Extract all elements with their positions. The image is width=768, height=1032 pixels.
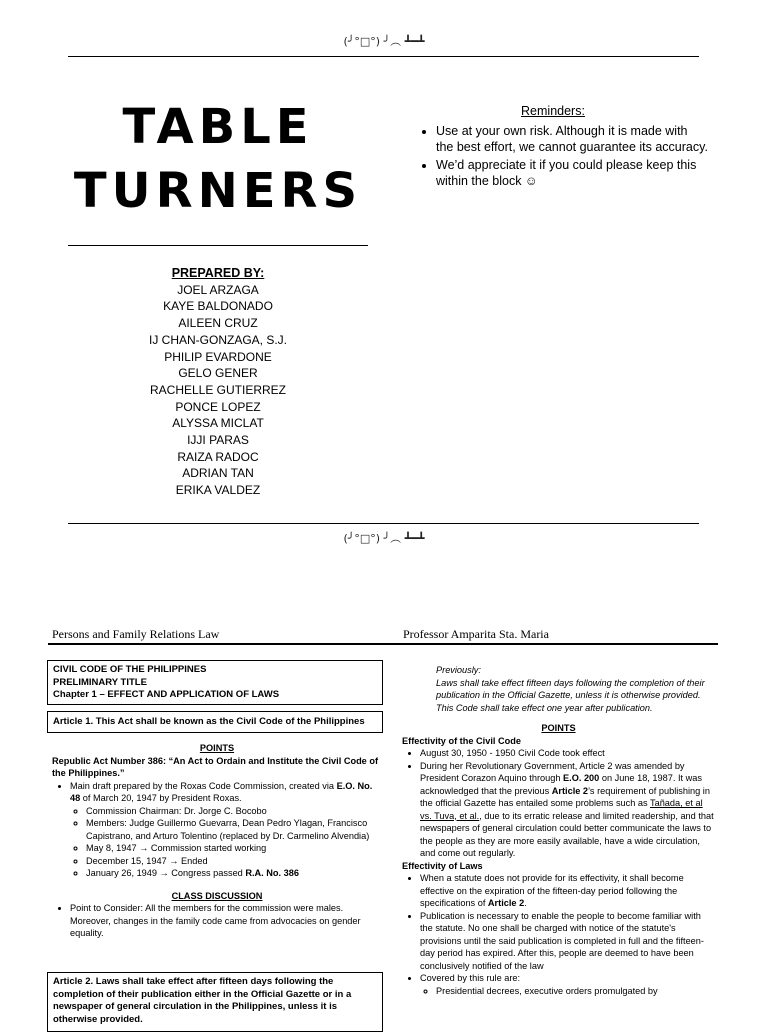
list-item: ◦ January 26, 1949 → Congress passed R.A. No. 386 xyxy=(86,867,382,880)
prepared-by-heading: PREPARED BY: xyxy=(171,266,265,280)
chapter-line: PRELIMINARY TITLE xyxy=(53,676,147,688)
header-rule xyxy=(48,643,718,645)
author-name: ERIKA VALDEZ xyxy=(175,483,261,498)
title-underline xyxy=(68,245,368,246)
sublist xyxy=(420,985,715,998)
list-item: • During her Revolutionary Government, Article 2 was amended by President Corazon Aquino through E.O. 200 on June 18, 1987. It was acknowledged that the previous Article 2’s requirement of publishing in the official Gazette has entailed some problems such as Tañada, et al vs. Tuva, et al., due to its erratic release and limited readership, and that newspapers of general circulation could better communicate the laws to the people as they are more easily available, have a wide circulation, and come out regularly. xyxy=(420,760,715,860)
cover-title xyxy=(68,95,368,223)
list-item: • Covered by this rule are: ◦ Presidential decrees, executive orders promulgated by xyxy=(420,972,715,997)
author-name: RAIZA RADOC xyxy=(177,449,259,464)
laws-list xyxy=(402,872,715,997)
points-heading: POINTS xyxy=(541,723,576,733)
reminder-item: • Use at your own risk. Although it is made with the best effort, we cannot guarantee its accuracy. xyxy=(436,123,708,156)
sublist xyxy=(70,805,382,880)
effectivity-laws-heading: Effectivity of Laws xyxy=(402,860,483,871)
table-flip-emoticon-bottom: (╯°□°) ╯︵ ┻━┻ xyxy=(343,532,425,545)
reminders-heading: Reminders: xyxy=(521,104,585,118)
table-flip-emoticon-top: (╯°□°) ╯︵ ┻━┻ xyxy=(343,35,425,48)
author-name: ALYSSA MICLAT xyxy=(172,416,264,431)
list-item: • When a statute does not provide for its effectivity, it shall become effective on the expiration of the fifteen-day period following the specifications of Article 2. xyxy=(420,872,715,910)
prepared-by-block xyxy=(68,265,368,499)
author-name: PHILIP EVARDONE xyxy=(164,349,272,364)
list-item: ◦ May 8, 1947 → Commission started working xyxy=(86,842,382,855)
author-name: PONCE LOPEZ xyxy=(175,399,261,414)
header-professor: Professor Amparita Sta. Maria xyxy=(403,627,549,641)
top-divider xyxy=(68,56,699,57)
chapter-box xyxy=(47,660,383,705)
right-column-content xyxy=(402,664,715,997)
class-discussion-heading: CLASS DISCUSSION xyxy=(171,890,263,901)
list-item: ◦ December 15, 1947 → Ended xyxy=(86,855,382,868)
reminders-block xyxy=(418,103,708,191)
header-course: Persons and Family Relations Law xyxy=(52,627,220,641)
chapter-line: Chapter 1 – EFFECT AND APPLICATION OF LAWS xyxy=(53,689,280,700)
author-name: IJJI PARAS xyxy=(187,433,249,448)
article-1-box: Article 1. This Act shall be known as the Civil Code of the Philippines xyxy=(47,711,383,733)
class-discussion-list xyxy=(52,902,382,940)
list-item: • Publication is necessary to enable the people to become familiar with the statute. No one shall be charged with notice of the statute's provisions until the said publication is completed in full and the fifteen-day period has expired. After this, people are deemed to have been conclusively notified of the law xyxy=(420,910,715,973)
previously-text: Laws shall take effect fifteen days following the completion of their publication in the Official Gazette, unless it is otherwise provided. This Code shall take effect one year after publication. xyxy=(436,677,705,713)
author-name: IJ CHAN-GONZAGA, S.J. xyxy=(148,332,287,347)
reminder-item: • We’d appreciate it if you could please keep this within the block ☺ xyxy=(436,157,708,190)
author-name: AILEEN CRUZ xyxy=(178,316,258,331)
points-heading: POINTS xyxy=(199,743,235,753)
points-list xyxy=(52,780,382,880)
bottom-divider xyxy=(68,523,699,524)
previously-label: Previously: xyxy=(436,665,481,675)
author-name: KAYE BALDONADO xyxy=(163,299,273,314)
author-name: GELO GENER xyxy=(178,366,258,381)
chapter-line: CIVIL CODE OF THE PHILIPPINES xyxy=(53,664,207,675)
author-name: ADRIAN TAN xyxy=(182,466,254,481)
list-item: ◦ Presidential decrees, executive orders promulgated by xyxy=(436,985,715,998)
effectivity-civil-code-heading: Effectivity of the Civil Code xyxy=(402,735,521,746)
left-column-content xyxy=(52,742,382,940)
list-item: • Point to Consider: All the members for the commission were males. Moreover, changes in the family code came from advocacies on gender equality. xyxy=(70,902,382,940)
article-2-box: Article 2. Laws shall take effect after fifteen days following the completion of their publication either in the Official Gazette or in a newspaper of general circulation in the Philippines, unless it is otherwise provided. xyxy=(47,972,383,1032)
reminders-list xyxy=(418,123,708,190)
author-name: RACHELLE GUTIERREZ xyxy=(149,382,287,397)
cover-title-line1: TABLE xyxy=(122,99,314,155)
list-item: ◦ Members: Judge Guillermo Guevarra, Dean Pedro Ylagan, Francisco Capistrano, and Arturo Tolentino (replaced by Dr. Carmelino Alvendia) xyxy=(86,817,382,842)
effectivity-list xyxy=(402,747,715,860)
list-item: • Main draft prepared by the Roxas Code Commission, created via E.O. No. 48 of March 20, 1947 by President Roxas. ◦ Commission Chairman: Dr. Jorge C. Bocobo ◦ Members: Judge Guillermo Guevarra, Dean Pedro Ylagan, Francisco Capistrano, and Arturo Tolentino (replaced by Dr. Carmelino Alvendia) ◦ May 8, 1947 → Commission started working ◦ December 15, 1947 → Ended ◦ January 26, 1949 → Congress passed R.A. No. 386 xyxy=(70,780,382,880)
cover-title-line2: TURNERS xyxy=(73,163,363,219)
ra-title: Republic Act Number 386: “An Act to Ordain and Institute the Civil Code of the Philippines.” xyxy=(52,755,379,778)
list-item: • August 30, 1950 - 1950 Civil Code took effect xyxy=(420,747,715,760)
list-item: ◦ Commission Chairman: Dr. Jorge C. Bocobo xyxy=(86,805,382,818)
author-name: JOEL ARZAGA xyxy=(177,282,259,297)
